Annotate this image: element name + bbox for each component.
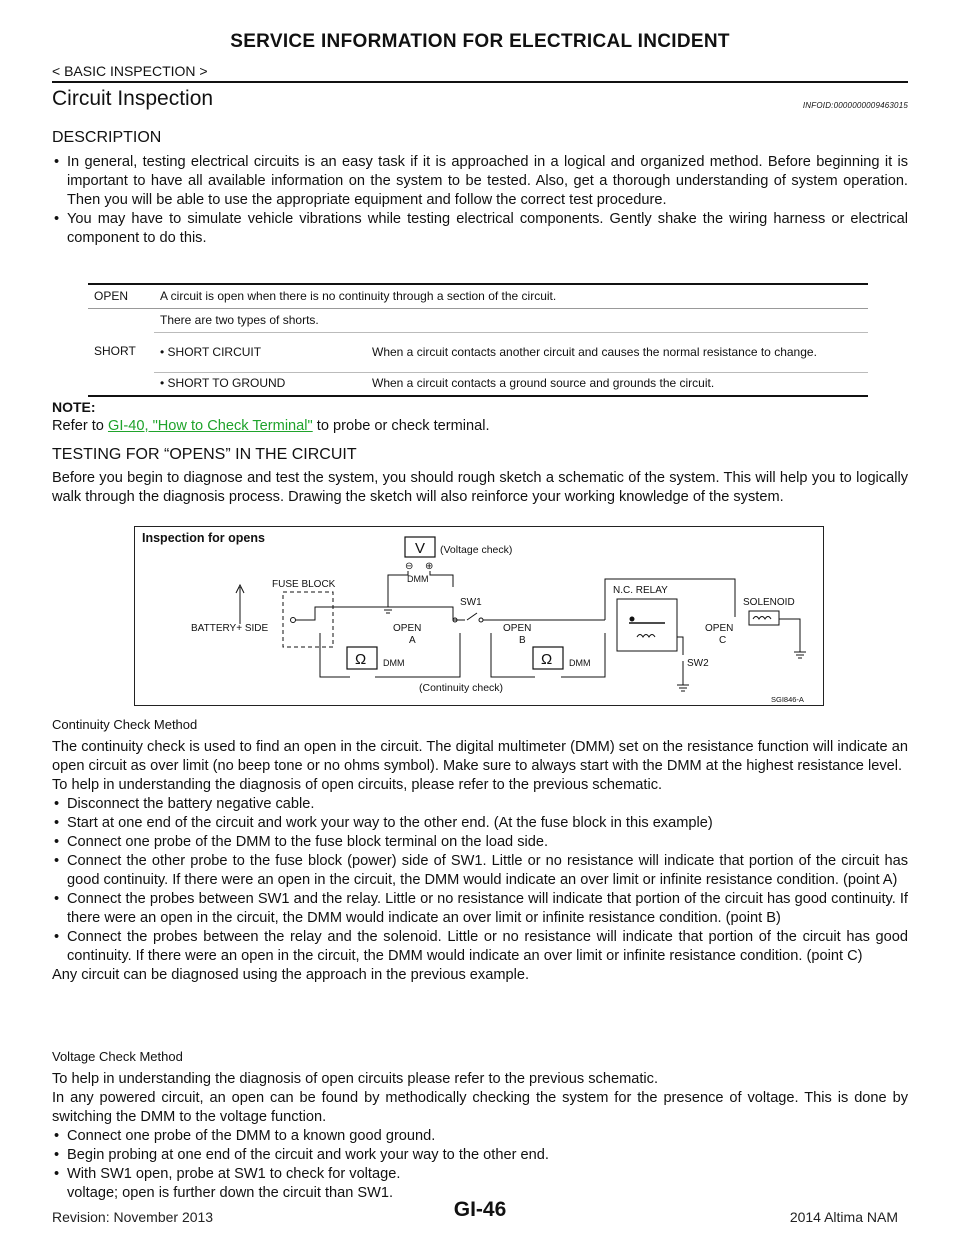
voltmeter-symbol: V [415,540,426,557]
voltage-check-label: (Voltage check) [440,544,513,556]
sw1-contact-b [479,618,483,622]
diagram-title: Inspection for opens [142,531,265,545]
table-row [88,332,868,372]
minus-terminal: ⊖ [405,561,414,572]
info-id: INFOID:0000000009463015 [802,101,908,110]
short-ground-description: When a circuit contacts a ground source and grounds the circuit. [366,372,868,396]
relay-coil [637,635,655,638]
continuity-heading: Continuity Check Method [52,717,198,732]
model-label: 2014 Altima NAM [789,1209,898,1225]
continuity-check-label: (Continuity check) [419,682,504,694]
solenoid-label: SOLENOID [743,597,795,608]
voltage-bullet: • Begin probing at one end of the circuit and work your way to the other end. [52,1146,908,1165]
figure-code: SGI846-A [771,695,804,704]
point-b-label: B [519,635,526,646]
short-circuit-label: • SHORT CIRCUIT [154,332,366,372]
table-row [88,284,868,308]
sw2-label: SW2 [687,658,709,669]
battery-side-label: BATTERY+ SIDE [191,623,269,634]
solenoid-coil [753,617,771,620]
open-a-label: OPEN [393,623,422,634]
short-intro: There are two types of shorts. [154,308,868,332]
open-c-label: OPEN [705,623,734,634]
inspection-diagram [134,526,824,706]
voltage-paragraph: In any powered circuit, an open can be found by methodically checking the system for the presence of voltage. This is done by switching the DMM to the voltage function. [52,1090,908,1125]
continuity-bullet: • Disconnect the battery negative cable. [52,795,908,814]
terminal-check-link[interactable]: GI-40, "How to Check Terminal" [107,418,313,434]
relay-box [617,599,677,651]
opens-heading: TESTING FOR “OPENS” IN THE CIRCUIT [52,446,357,463]
ground-symbol [794,652,806,658]
point-c-label: C [719,635,727,646]
breadcrumb: < BASIC INSPECTION > [52,63,208,79]
short-circuit-description: When a circuit contacts another circuit and causes the normal resistance to change. [366,332,868,372]
description-bullet: • In general, testing electrical circuits is an easy task if it is approached in a logical and organized method. Before beginning it is important to have all available information on the system to be tested. Also, get a thorough understanding of system operation. Then you will be able to use the appropriate equipment and follow the correct test procedure. [52,153,908,210]
plus-terminal: ⊕ [425,561,434,572]
open-description: A circuit is open when there is no continuity through a section of the circuit. [154,284,868,308]
ground-symbol [677,685,689,691]
ground-symbol [382,607,394,613]
dmm-label: DMM [407,574,429,584]
ohm-symbol-right: Ω [541,651,553,668]
continuity-bullet: • Connect the probes between the relay and the solenoid. Little or no resistance will indicate that portion of the circuit has good continuity. If there were an open in the circuit, the DMM would indicate an over limit or infinite resistance condition. (point C) [52,928,908,966]
relay-label: N.C. RELAY [613,585,668,596]
solenoid-ground-wire [779,619,800,652]
description-bullet: • You may have to simulate vehicle vibrations while testing electrical components. Gently shake the wiring harness or electrical component to do this. [52,210,908,248]
revision-label: Revision: November 2013 [52,1209,214,1225]
note-block [52,398,908,436]
continuity-bullet: • Connect one probe of the DMM to the fuse block terminal on the load side. [52,833,908,852]
dmm-label-right: DMM [569,658,591,668]
table-row [88,372,868,396]
note-suffix: to probe or check terminal. [312,418,490,434]
ohm-symbol-left: Ω [355,651,367,668]
continuity-bullet: • Start at one end of the circuit and work your way to the other end. (At the fuse block in this example) [52,814,908,833]
fuse-terminal [291,618,296,623]
note-prefix: Refer to [52,418,108,434]
description-heading: DESCRIPTION [52,129,162,146]
sw1-label: SW1 [460,597,482,608]
voltage-paragraph: To help in understanding the diagnosis of open circuits please refer to the previous schematic. [52,1071,658,1087]
continuity-leads-left [320,633,460,677]
voltage-tail: voltage; open is further down the circuit than SW1. [67,1185,394,1201]
description-block [52,128,908,248]
note-text [52,417,908,436]
section-title: Circuit Inspection [52,87,214,110]
voltage-block [52,1048,908,1203]
battery-arrow [236,585,244,624]
fuse-block-label: FUSE BLOCK [272,579,336,590]
header-divider [52,81,908,83]
continuity-bullet: • Connect the other probe to the fuse block (power) side of SW1. Little or no resistance will indicate that portion of the circuit has good continuity. If there were an open in the circuit, the DMM would indicate an over limit or infinite resistance condition. (point A) [52,852,908,890]
note-label: NOTE: [52,399,96,415]
continuity-paragraph: To help in understanding the diagnosis of open circuits, please refer to the previous schematic. [52,777,663,793]
dmm-label-left: DMM [383,658,405,668]
main-circuit-wire [295,607,465,620]
table-row [88,308,868,332]
open-b-label: OPEN [503,623,532,634]
definitions-table [88,283,868,397]
voltage-heading: Voltage Check Method [52,1049,183,1064]
open-label: OPEN [88,284,154,308]
voltage-bullet: • With SW1 open, probe at SW1 to check for voltage. [52,1165,908,1184]
voltage-bullet: • Connect one probe of the DMM to a known good ground. [52,1127,908,1146]
continuity-paragraph: The continuity check is used to find an open in the circuit. The digital multimeter (DMM) set on the resistance function will indicate an open circuit as over limit (no beep tone or no ohms symbol). Make sure to always start with the DMM at the highest resistance level. [52,739,908,774]
opens-intro: Before you begin to diagnose and test the system, you should rough sketch a schematic of the system. This will help you to logically walk through the diagnosis process. Drawing the sketch will also reinforce your working knowledge of the system. [52,470,908,505]
sw1-switch [467,613,477,620]
sw2-wire [677,637,683,685]
continuity-block [52,716,908,985]
page-header-title: SERVICE INFORMATION FOR ELECTRICAL INCIDENT [230,31,730,52]
continuity-bullet: • Connect the probes between SW1 and the relay. Little or no resistance will indicate that portion of the circuit has good continuity. If there were an open in the circuit, the DMM would indicate an over limit or infinite resistance condition. (point B) [52,890,908,928]
opens-block [52,445,908,507]
short-ground-label: • SHORT TO GROUND [154,372,366,396]
continuity-paragraph: Any circuit can be diagnosed using the approach in the previous example. [52,967,530,983]
point-a-label: A [409,635,416,646]
short-label: SHORT [88,308,154,396]
relay-feed-wire [483,579,735,620]
relay-contact [630,617,635,622]
page-number: GI-46 [453,1198,507,1221]
